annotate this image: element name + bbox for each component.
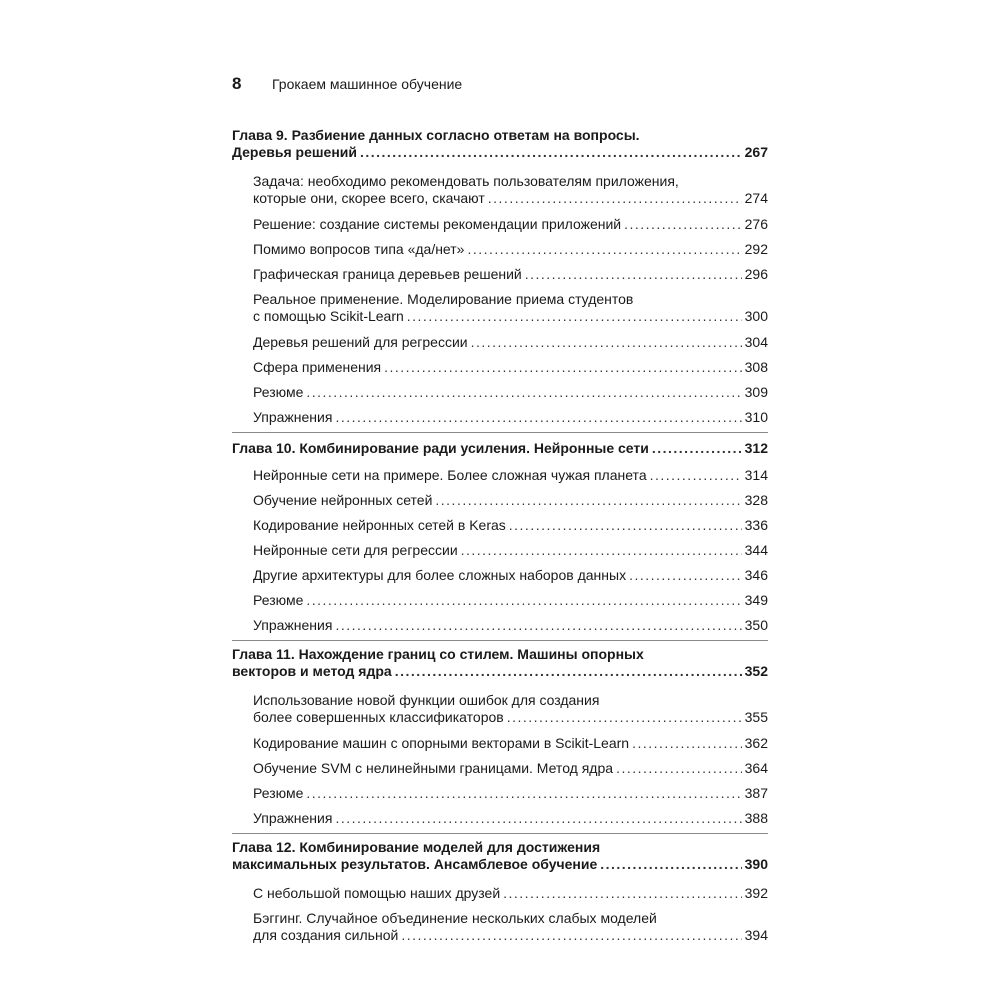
- chapter-title-line1: Глава 11. Нахождение границ со стилем. Машины опорных: [232, 646, 644, 662]
- leader-dots: [306, 383, 741, 401]
- section-page: 292: [744, 241, 768, 257]
- section-page: 300: [744, 308, 768, 324]
- section-page: 304: [744, 334, 768, 350]
- section-entry[interactable]: [232, 262, 768, 287]
- leader-dots: [306, 784, 741, 802]
- section-title-line1: Реальное применение. Моделирование приема студентов: [253, 291, 634, 307]
- section-page: 314: [744, 467, 768, 483]
- chapter-title-line1: Глава 9. Разбиение данных согласно ответам на вопросы.: [232, 127, 640, 143]
- section-title: Обучение нейронных сетей: [253, 492, 433, 508]
- section-title: Кодирование машин с опорными векторами в Scikit-Learn: [253, 735, 630, 751]
- leader-dots: [395, 663, 742, 680]
- leader-dots: [488, 190, 742, 207]
- leader-dots: [650, 466, 742, 484]
- section-title: Помимо вопросов типа «да/нет»: [253, 241, 465, 257]
- section-title: Резюме: [253, 785, 304, 801]
- leader-dots: [525, 265, 742, 283]
- section-title-line2: для создания сильной: [253, 927, 399, 943]
- leader-dots: [600, 856, 741, 873]
- section-page: 308: [744, 359, 768, 375]
- section-entry[interactable]: [232, 756, 768, 781]
- leader-dots: [335, 809, 741, 827]
- section-title: Обучение SVM с нелинейными границами. Метод ядра: [253, 760, 614, 776]
- section-entry[interactable]: [232, 806, 768, 831]
- leader-dots: [335, 408, 741, 426]
- chapter-page: 312: [744, 440, 768, 456]
- section-title: Упражнения: [253, 617, 333, 633]
- chapter-12-entry[interactable]: [232, 837, 768, 881]
- section-title-line2: с помощью Scikit-Learn: [253, 308, 404, 324]
- section-title-line2: более совершенных классификаторов: [253, 709, 504, 725]
- section-entry[interactable]: [232, 688, 768, 731]
- section-entry[interactable]: [232, 287, 768, 330]
- leader-dots: [652, 440, 742, 457]
- leader-dots: [335, 616, 741, 634]
- section-page: 364: [744, 760, 768, 776]
- table-of-contents: [232, 125, 768, 949]
- section-title: Упражнения: [253, 810, 333, 826]
- section-page: 328: [744, 492, 768, 508]
- section-page: 392: [744, 885, 768, 901]
- section-page: 336: [744, 517, 768, 533]
- section-title-line1: Бэггинг. Случайное объединение нескольких слабых моделей: [253, 910, 657, 926]
- section-entry[interactable]: [232, 355, 768, 380]
- leader-dots: [401, 927, 741, 944]
- section-title: Решение: создание системы рекомендации приложений: [253, 216, 622, 232]
- section-title: Деревья решений для регрессии: [253, 334, 468, 350]
- section-title: Кодирование нейронных сетей в Keras: [253, 517, 506, 533]
- chapter-9-entry[interactable]: [232, 125, 768, 169]
- section-page: 344: [744, 542, 768, 558]
- section-entry[interactable]: [232, 463, 768, 488]
- section-title: Другие архитектуры для более сложных наборов данных: [253, 567, 627, 583]
- section-entry[interactable]: [232, 538, 768, 563]
- chapter-title-line2: Деревья решений: [232, 144, 358, 160]
- section-entry[interactable]: [232, 613, 768, 638]
- section-title: С небольшой помощью наших друзей: [253, 885, 501, 901]
- section-title: Упражнения: [253, 409, 333, 425]
- section-entry[interactable]: [232, 212, 768, 237]
- leader-dots: [471, 333, 742, 351]
- section-page: 394: [744, 927, 768, 943]
- chapter-divider: [232, 833, 768, 834]
- page-number: 8: [232, 74, 242, 93]
- leader-dots: [467, 240, 741, 258]
- leader-dots: [503, 884, 741, 902]
- section-page: 274: [744, 190, 768, 206]
- section-entry[interactable]: [232, 906, 768, 949]
- section-page: 276: [744, 216, 768, 232]
- section-page: 296: [744, 266, 768, 282]
- section-entry[interactable]: [232, 330, 768, 355]
- section-entry[interactable]: [232, 488, 768, 513]
- section-title-line1: Задача: необходимо рекомендовать пользователям приложения,: [253, 173, 679, 189]
- leader-dots: [616, 759, 742, 777]
- section-entry[interactable]: [232, 169, 768, 212]
- chapter-page: 267: [744, 144, 768, 160]
- section-title-line2: которые они, скорее всего, скачают: [253, 190, 485, 206]
- section-entry[interactable]: [232, 237, 768, 262]
- section-page: 346: [744, 567, 768, 583]
- chapter-title: Глава 10. Комбинирование ради усиления. Нейронные сети: [232, 440, 649, 456]
- page-header: [232, 74, 462, 96]
- section-page: 362: [744, 735, 768, 751]
- section-title: Резюме: [253, 592, 304, 608]
- leader-dots: [629, 566, 742, 584]
- leader-dots: [306, 591, 741, 609]
- leader-dots: [624, 215, 742, 233]
- section-title: Сфера применения: [253, 359, 382, 375]
- section-entry[interactable]: [232, 781, 768, 806]
- section-page: 349: [744, 592, 768, 608]
- chapter-divider: [232, 432, 768, 433]
- section-page: 355: [744, 709, 768, 725]
- section-entry[interactable]: [232, 405, 768, 430]
- chapter-page: 390: [744, 856, 768, 872]
- section-title: Резюме: [253, 384, 304, 400]
- section-title: Нейронные сети для регрессии: [253, 542, 458, 558]
- leader-dots: [435, 491, 741, 509]
- leader-dots: [360, 144, 742, 161]
- chapter-title-line2: векторов и метод ядра: [232, 663, 392, 679]
- section-title: Графическая граница деревьев решений: [253, 266, 522, 282]
- section-page: 309: [744, 384, 768, 400]
- leader-dots: [384, 358, 742, 376]
- section-entry[interactable]: [232, 588, 768, 613]
- chapter-title-line2: максимальных результатов. Ансамблевое обучение: [232, 856, 598, 872]
- leader-dots: [407, 308, 742, 325]
- chapter-page: 352: [744, 663, 768, 679]
- section-title: Нейронные сети на примере. Более сложная чужая планета: [253, 467, 647, 483]
- section-page: 350: [744, 617, 768, 633]
- leader-dots: [461, 541, 742, 559]
- section-entry[interactable]: [232, 881, 768, 906]
- chapter-10-entry[interactable]: [232, 436, 768, 463]
- leader-dots: [507, 709, 742, 726]
- section-entry[interactable]: [232, 563, 768, 588]
- chapter-divider: [232, 640, 768, 641]
- book-title: Грокаем машинное обучение: [272, 76, 463, 92]
- section-page: 388: [744, 810, 768, 826]
- leader-dots: [632, 734, 742, 752]
- section-title-line1: Использование новой функции ошибок для создания: [253, 692, 600, 708]
- section-entry[interactable]: [232, 731, 768, 756]
- section-entry[interactable]: [232, 380, 768, 405]
- chapter-title-line1: Глава 12. Комбинирование моделей для достижения: [232, 839, 601, 855]
- leader-dots: [509, 516, 742, 534]
- section-entry[interactable]: [232, 513, 768, 538]
- chapter-11-entry[interactable]: [232, 644, 768, 688]
- section-page: 310: [744, 409, 768, 425]
- section-page: 387: [744, 785, 768, 801]
